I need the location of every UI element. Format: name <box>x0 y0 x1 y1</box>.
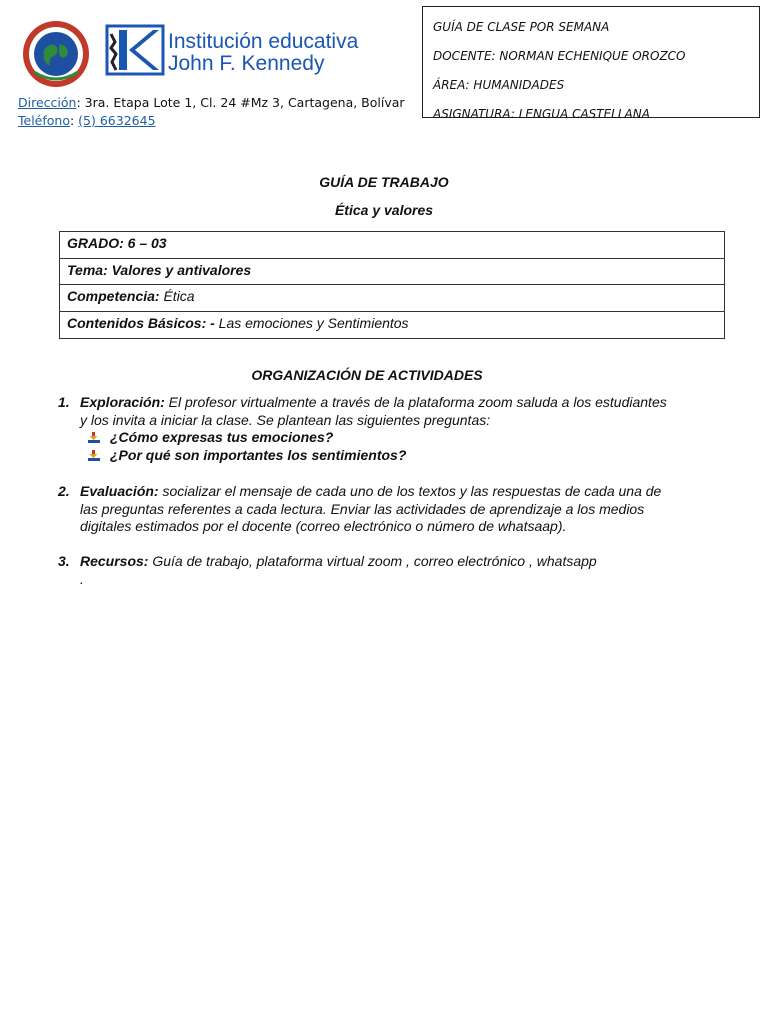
arrow-bullet-icon <box>88 432 100 444</box>
info-line-area: ÁREA: HUMANIDADES <box>433 78 565 92</box>
activity-label: Evaluación: <box>80 483 159 499</box>
arrow-bullet-icon <box>88 450 100 462</box>
contents-row <box>60 312 724 339</box>
document-subtitle: Ética y valores <box>334 202 434 218</box>
activity-number: 1. <box>58 394 70 410</box>
phone-link[interactable]: (5) 6632645 <box>78 113 156 128</box>
question-text: ¿Cómo expresas tus emociones? <box>110 429 334 445</box>
address-line <box>18 94 405 112</box>
activity-body: El profesor virtualmente a través de la plataforma zoom saluda a los estudiantes y los invita a iniciar la clase. Se plantean las siguientes preguntas: <box>80 394 667 428</box>
activity-item <box>58 394 668 464</box>
section-title: ORGANIZACIÓN DE ACTIVIDADES <box>251 367 483 383</box>
activity-text <box>80 483 668 536</box>
question-text: ¿Por qué son importantes los sentimientos? <box>110 446 407 463</box>
info-line-subject: ASIGNATURA: LENGUA CASTELLANA <box>433 107 650 121</box>
k-logo <box>105 24 165 76</box>
question-item <box>110 429 668 447</box>
info-line-teacher: DOCENTE: NORMAN ECHENIQUE OROZCO <box>433 49 686 63</box>
school-name <box>168 31 358 75</box>
competence-row <box>60 285 724 312</box>
course-info-table <box>59 231 725 339</box>
topic-row: Tema: Valores y antivalores <box>60 259 724 286</box>
school-name-line1: Institución educativa <box>168 30 359 53</box>
phone-line <box>18 112 405 130</box>
phone-label: Teléfono <box>18 113 70 128</box>
info-line-guide: GUÍA DE CLASE POR SEMANA <box>433 20 610 34</box>
grade-row: GRADO: 6 – 03 <box>60 232 724 259</box>
document-title: GUÍA DE TRABAJO <box>319 174 449 190</box>
school-name-line2: John F. Kennedy <box>168 52 325 75</box>
activity-number: 3. <box>58 553 70 569</box>
phone-separator: : <box>69 113 79 128</box>
contact-block <box>18 94 405 130</box>
activity-body: socializar el mensaje de cada uno de los textos y las respuestas de cada una de las preguntas referentes a cada lectura. Enviar las actividades de aprendizaje a los medios digitales estimados por el docente (correo electrónico o número de whatsaap). <box>80 483 662 534</box>
question-item <box>110 447 668 465</box>
activity-item <box>58 553 668 588</box>
activity-text <box>80 553 668 571</box>
activity-body: Guía de trabajo, plataforma virtual zoom , correo electrónico , whatsapp <box>148 553 597 569</box>
activity-text <box>80 394 668 429</box>
school-seal-logo <box>22 20 90 88</box>
activity-item <box>58 483 668 536</box>
competence-label: Competencia: <box>67 288 160 304</box>
activity-number: 2. <box>58 483 70 499</box>
contents-value: Las emociones y Sentimientos <box>214 314 409 331</box>
trailing-period: . <box>80 570 84 587</box>
contents-label: Contenidos Básicos: - <box>67 314 215 331</box>
class-info-box <box>422 6 760 121</box>
activity-label: Recursos: <box>80 553 149 569</box>
address-value: : 3ra. Etapa Lote 1, Cl. 24 #Mz 3, Cartagena, Bolívar <box>76 95 405 110</box>
activity-label: Exploración: <box>80 394 165 410</box>
address-label: Dirección <box>18 95 77 110</box>
competence-value: Ética <box>159 288 195 304</box>
